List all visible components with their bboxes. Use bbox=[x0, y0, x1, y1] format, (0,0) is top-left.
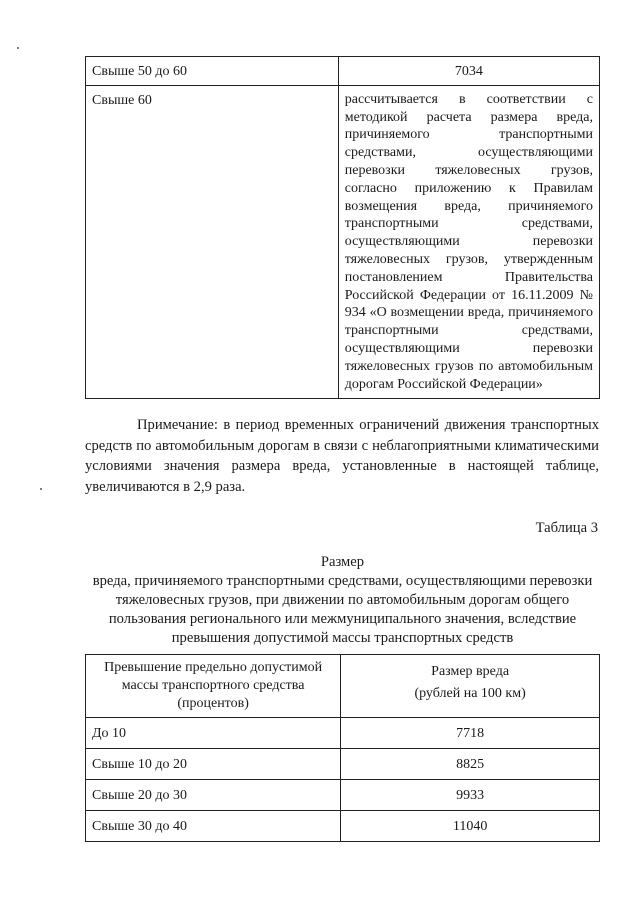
table-cell-value: 9933 bbox=[341, 780, 600, 811]
column-header-overload: Превышение предельно допустимой массы транспортного средства (процентов) bbox=[86, 655, 341, 718]
table-header-row bbox=[86, 655, 600, 718]
table-cell-range: Свыше 60 bbox=[86, 85, 339, 399]
table-cell-value: 7034 bbox=[338, 57, 599, 86]
column-header-damage-unit: (рублей на 100 км) bbox=[414, 686, 526, 701]
table-heading bbox=[85, 553, 600, 648]
table-cell-range: До 10 bbox=[86, 718, 341, 749]
table-cell-value: рассчитывается в соответствии с методикой расчета размера вреда, причиняемого транспортными средствами, осуществляющими перевозки тяжеловесных грузов, согласно приложению к Правилам возмещения вреда, причиняемого транспортными средствами, осуществляющими перевозки тяжеловесных грузов, утвержденным постановлением Правительства Российской Федерации от 16.11.2009 № 934 «О возмещении вреда, причиняемого транспортными средствами, осуществляющими перевозки тяжеловесных грузов по автомобильным дорогам Российской Федерации» bbox=[338, 85, 599, 399]
table-number-label: Таблица 3 bbox=[535, 520, 598, 536]
table-note: Примечание: в период временных ограничений движения транспортных средств по автомобильным дорогам в связи с неблагоприятными климатическими условиями значения размера вреда, установленные в настоящей таблице, увеличиваются в 2,9 раза. bbox=[85, 417, 599, 495]
table-cell-range: Свыше 20 до 30 bbox=[86, 780, 341, 811]
table-row bbox=[86, 718, 600, 749]
column-header-damage-title: Размер вреда bbox=[431, 664, 510, 679]
table-cell-range: Свыше 10 до 20 bbox=[86, 749, 341, 780]
table-cell-value: 8825 bbox=[341, 749, 600, 780]
damage-table-continued bbox=[85, 56, 600, 399]
table-cell-value: 11040 bbox=[341, 811, 600, 842]
scan-mark bbox=[40, 488, 42, 490]
table-cell-range: Свыше 50 до 60 bbox=[86, 57, 339, 86]
heading-title: Размер bbox=[320, 554, 365, 570]
table-row bbox=[86, 57, 600, 86]
table-row bbox=[86, 749, 600, 780]
table-cell-range: Свыше 30 до 40 bbox=[86, 811, 341, 842]
table-row bbox=[86, 85, 600, 399]
scan-mark bbox=[17, 47, 19, 49]
column-header-damage bbox=[341, 655, 600, 718]
table-row bbox=[86, 811, 600, 842]
table-row bbox=[86, 780, 600, 811]
table-cell-value: 7718 bbox=[341, 718, 600, 749]
heading-subtitle: вреда, причиняемого транспортными средствами, осуществляющими перевозки тяжеловесных грузов, при движении по автомобильным дорогам общего пользования регионального или межмуниципального значения, вследствие превышения допустимой массы транспортных средств bbox=[92, 573, 593, 646]
damage-table-3 bbox=[85, 654, 600, 842]
